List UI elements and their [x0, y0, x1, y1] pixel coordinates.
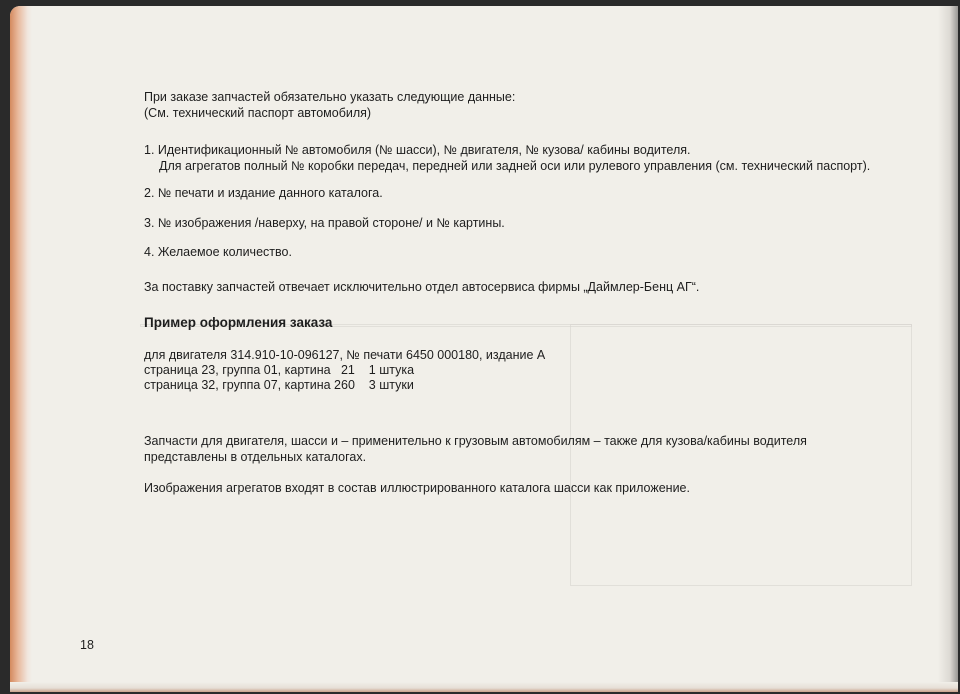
list-item-1-continuation: Для агрегатов полный № коробки передач, передней или задней оси или рулевого управления (см. технический паспорт). [159, 159, 871, 173]
list-item-1: 1. Идентификационный № автомобиля (№ шасси), № двигателя, № кузова/ кабины водителя. [144, 143, 691, 157]
catalog-note-line-2: представлены в отдельных каталогах. [144, 450, 367, 464]
example-line-1: для двигателя 314.910-10-096127, № печати 6450 000180, издание А [144, 348, 546, 362]
appendix-note: Изображения агрегатов входят в состав иллюстрированного каталога шасси как приложение. [144, 481, 690, 495]
show-through-table [570, 324, 912, 586]
example-line-2: страница 23, группа 01, картина 21 1 штука [144, 363, 415, 377]
list-item-3: 3. № изображения /наверху, на правой стороне/ и № картины. [144, 216, 505, 230]
list-item-4: 4. Желаемое количество. [144, 245, 292, 259]
catalog-note-line-1: Запчасти для двигателя, шасси и – применительно к грузовым автомобилям – также для кузова/кабины водителя [144, 434, 807, 448]
example-heading: Пример оформления заказа [144, 315, 333, 330]
catalog-page [10, 6, 958, 692]
page-number: 18 [80, 638, 94, 652]
page-binding-edge [10, 6, 32, 692]
list-item-2: 2. № печати и издание данного каталога. [144, 186, 383, 200]
example-line-3: страница 32, группа 07, картина 260 3 штуки [144, 378, 414, 392]
responsibility-note: За поставку запчастей отвечает исключительно отдел автосервиса фирмы „Даймлер-Бенц АГ“. [144, 280, 700, 294]
page-bottom-edge [10, 682, 958, 692]
page-fold-shadow [938, 6, 958, 692]
intro-line-2: (См. технический паспорт автомобиля) [144, 106, 372, 120]
intro-line-1: При заказе запчастей обязательно указать следующие данные: [144, 90, 516, 104]
